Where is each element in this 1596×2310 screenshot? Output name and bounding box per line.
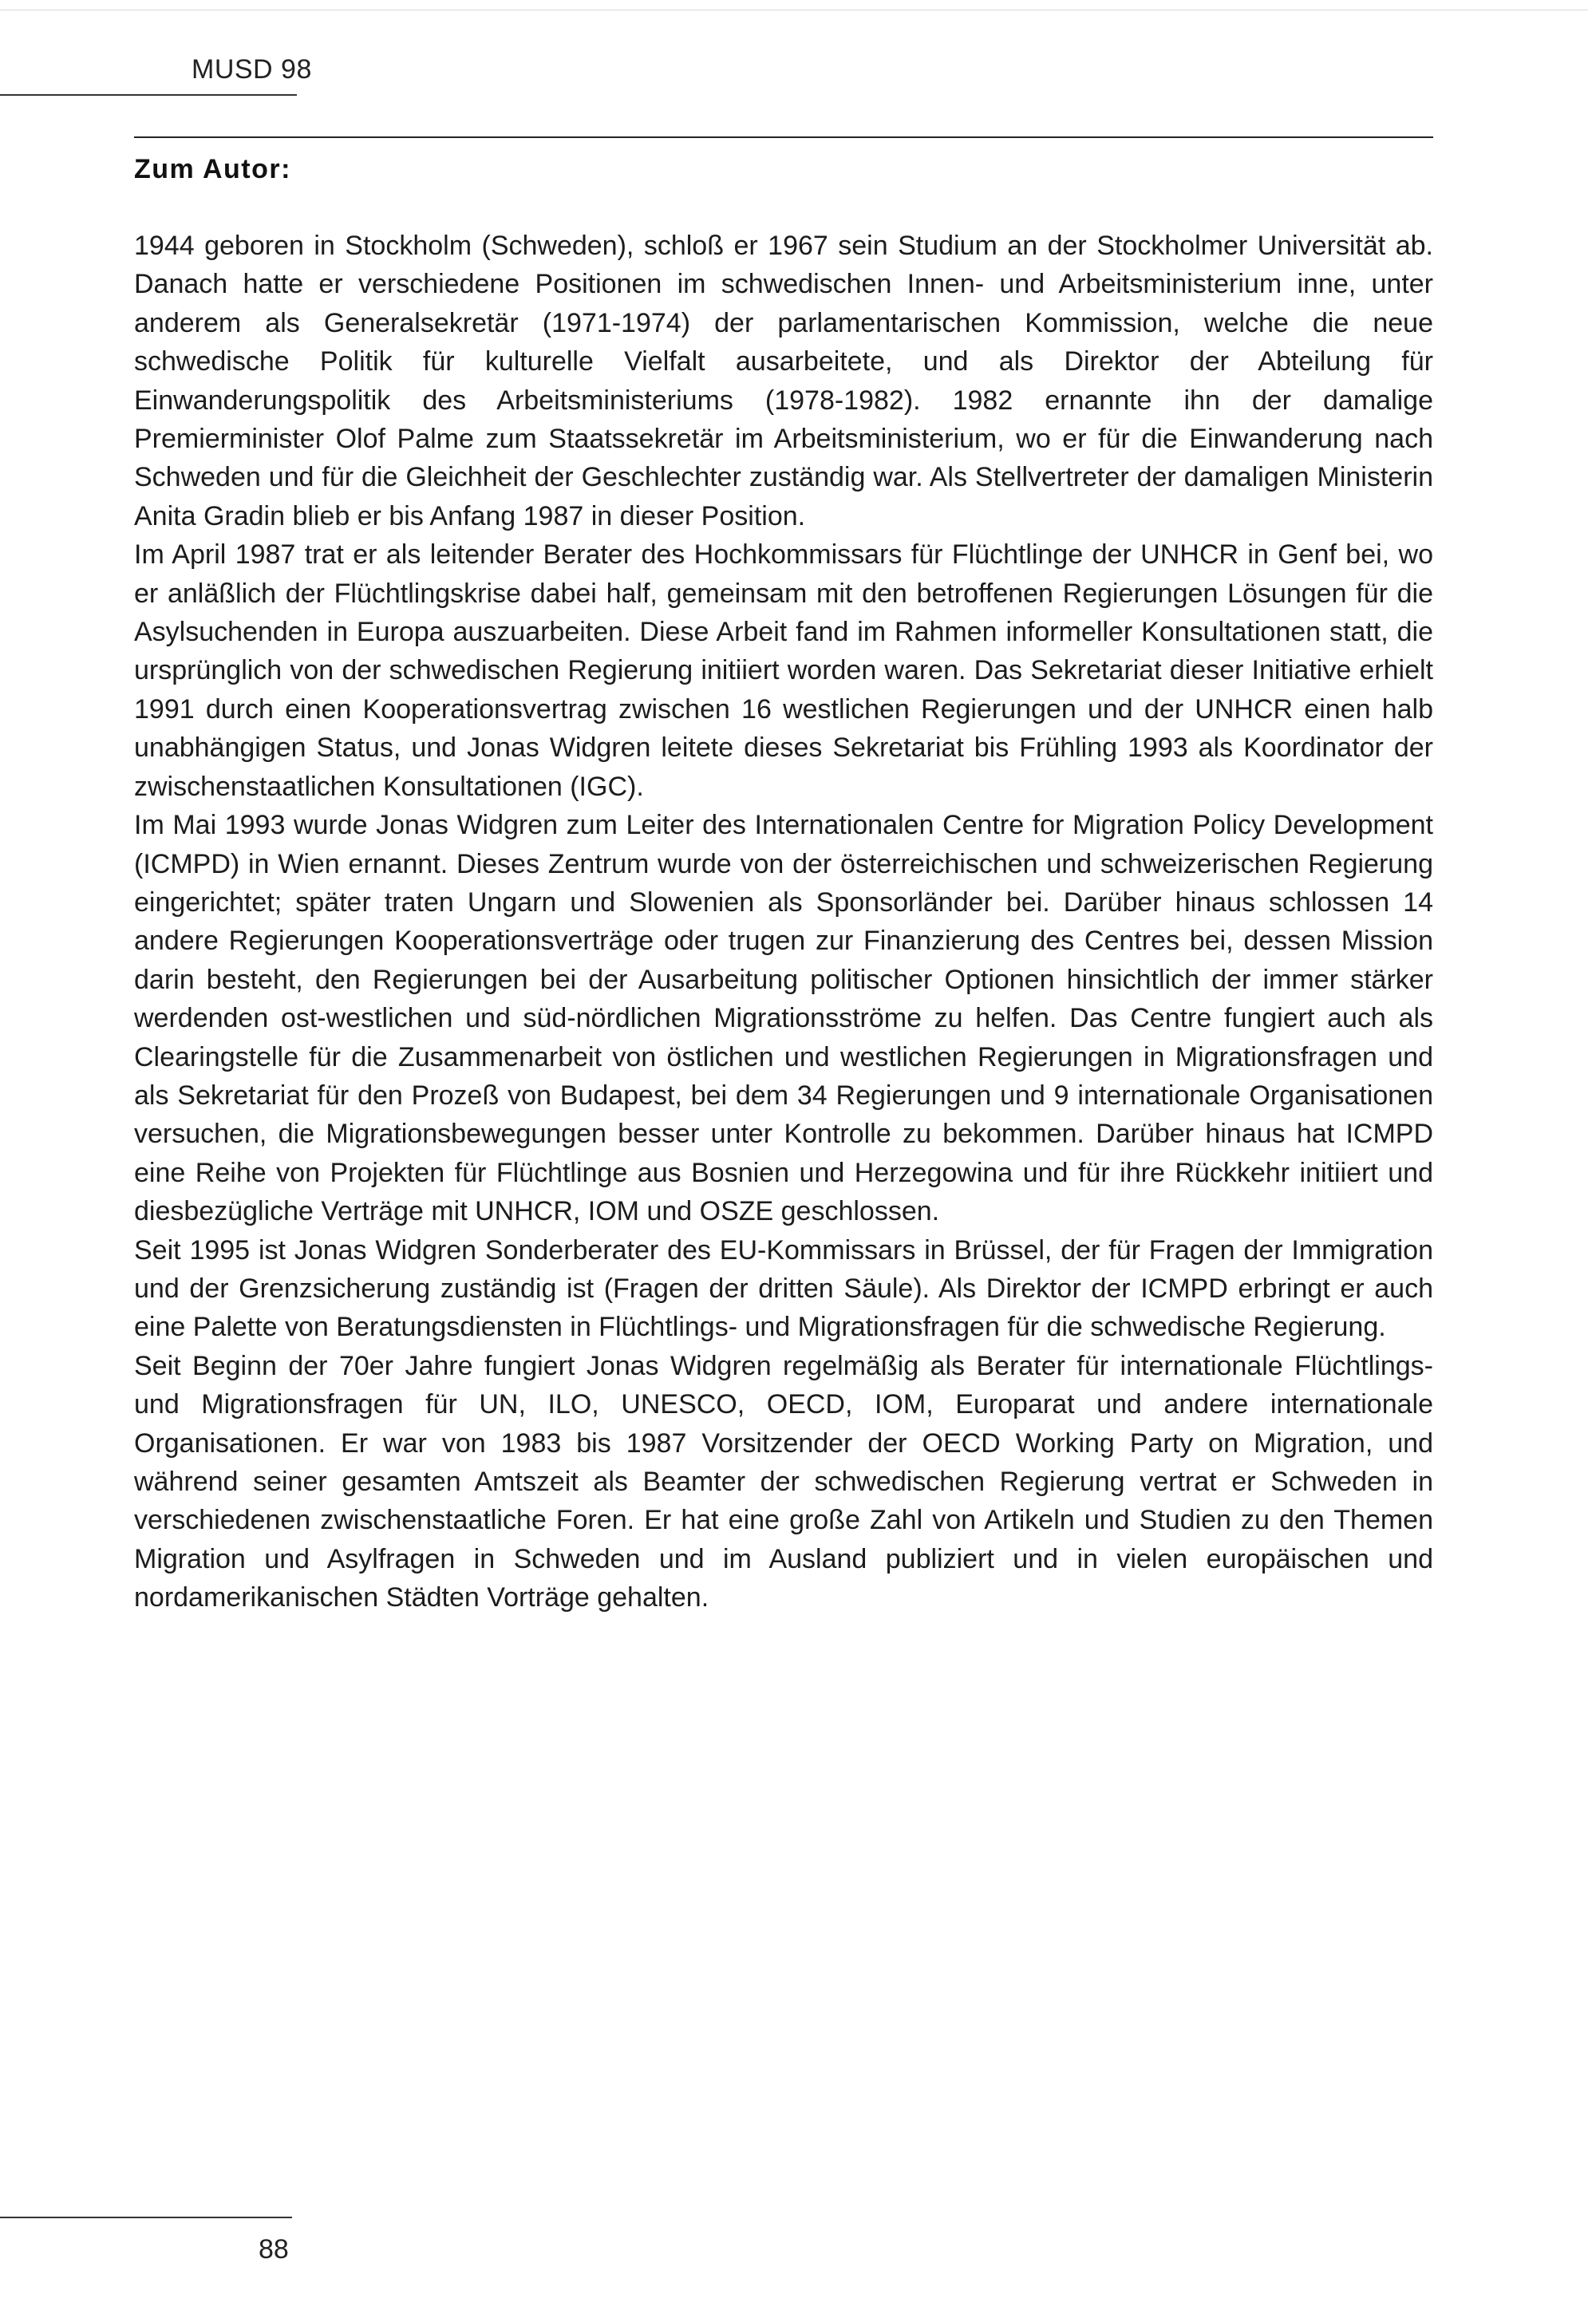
bio-paragraph-icmpd: Im Mai 1993 wurde Jonas Widgren zum Leiter des Internationalen Centre for Migration Policy Development (ICMPD) in Wien ernannt. Dieses Zentrum wurde von der österreichischen und schweizerischen Regierung eingerichtet; später traten Ungarn und Slowenien als Sponsorländer bei. Darüber hinaus schlossen 14 andere Regierungen Kooperationsverträge oder trugen zur Finanzierung des Centres bei, dessen Mission darin besteht, den Regierungen bei der Ausarbeitung politischer Optionen hinsichtlich der immer stärker werdenden ost-westlichen und süd-nördlichen Migrationsströme zu helfen. Das Centre fungiert auch als Clearingstelle für die Zusammenarbeit von östlichen und westlichen Regierungen in Migrationsfragen und als Sekretariat für den Prozeß von Budapest, bei dem 34 Regierungen und 9 internationale Organisationen versuchen, die Migrationsbewegungen besser unter Kontrolle zu bekommen. Darüber hinaus hat ICMPD eine Reihe von Projekten für Flüchtlinge aus Bosnien und Herzegowina und für ihre Rückkehr initiiert und diesbezügliche Verträge mit UNHCR, IOM und OSZE geschlossen. [134,810,1433,1227]
section-heading: Zum Autor: [134,154,291,184]
footer-rule [0,2217,292,2218]
author-bio [134,227,1433,1617]
section-rule [134,136,1433,138]
header-rule [0,94,297,96]
bio-paragraph-international: Seit Beginn der 70er Jahre fungiert Jonas Widgren regelmäßig als Berater für internationale Flüchtlings- und Migrationsfragen für UN, ILO, UNESCO, OECD, IOM, Europarat und andere internationale Organisationen. Er war von 1983 bis 1987 Vorsitzender der OECD Working Party on Migration, und während seiner gesamten Amtszeit als Beamter der schwedischen Regierung vertrat er Schweden in verschiedenen zwischenstaatliche Foren. Er hat eine große Zahl von Artikeln und Studien zu den Themen Migration und Asylfragen in Schweden und im Ausland publiziert und in vielen europäischen und nordamerikanischen Städten Vorträge gehalten. [134,1350,1433,1613]
bio-paragraph-unhcr: Im April 1987 trat er als leitender Berater des Hochkommissars für Flüchtlinge der UNHCR in Genf bei, wo er anläßlich der Flüchtlingskrise dabei half, gemeinsam mit den betroffenen Regierungen Lösungen für die Asylsuchenden in Europa auszuarbeiten. Diese Arbeit fand im Rahmen informeller Konsultationen statt, die ursprünglich von der schwedischen Regierung initiiert worden waren. Das Sekretariat dieser Initiative erhielt 1991 durch einen Kooperationsvertrag zwischen 16 westlichen Regierungen und der UNHCR einen halb unabhängigen Status, und Jonas Widgren leitete dieses Sekretariat bis Frühling 1993 als Koordinator der zwischenstaatlichen Konsultationen (IGC). [134,539,1433,802]
running-head: MUSD 98 [192,54,312,85]
bio-paragraph-early-career: 1944 geboren in Stockholm (Schweden), schloß er 1967 sein Studium an der Stockholmer Universität ab. Danach hatte er verschiedene Positionen im schwedischen Innen- und Arbeitsministerium inne, unter anderem als Generalsekretär (1971-1974) der parlamentarischen Kommission, welche die neue schwedische Politik für kulturelle Vielfalt ausarbeitete, und als Direktor der Abteilung für Einwanderungspolitik des Arbeitsministeriums (1978-1982). 1982 ernannte ihn der damalige Premierminister Olof Palme zum Staatssekretär im Arbeitsministerium, wo er für die Einwanderung nach Schweden und für die Gleichheit der Geschlechter zuständig war. Als Stellvertreter der damaligen Ministerin Anita Gradin blieb er bis Anfang 1987 in dieser Position. [134,231,1433,531]
page-number: 88 [259,2234,289,2265]
bio-paragraph-eu-advisor: Seit 1995 ist Jonas Widgren Sonderberater des EU-Kommissars in Brüssel, der für Fragen der Immigration und der Grenzsicherung zuständig ist (Fragen der dritten Säule). Als Direktor der ICMPD erbringt er auch eine Palette von Beratungsdiensten in Flüchtlings- und Migrationsfragen für die schwedische Regierung. [134,1234,1433,1343]
